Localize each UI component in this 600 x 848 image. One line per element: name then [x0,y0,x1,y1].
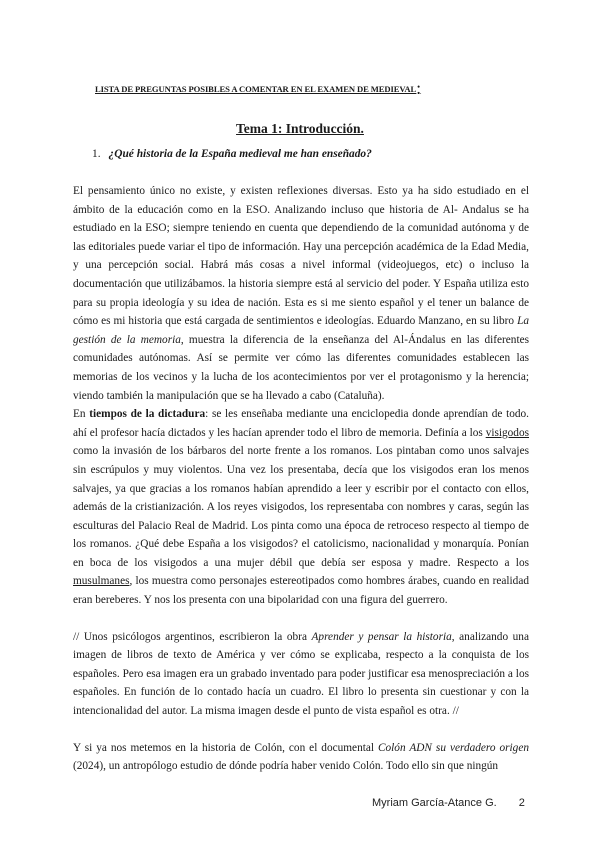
question-text: ¿Qué historia de la España medieval me han enseñado? [108,148,372,160]
paragraph-4: Y si ya nos metemos en la historia de Colón, con el documental Colón ADN su verdadero origen (2024), un antropólogo estudio de dónde podría haber venido Colón. Todo ello sin que ningún [73,741,529,773]
paragraph-2: En tiempos de la dictadura: se les enseñaba mediante una enciclopedia donde aprendían de todo. ahí el profesor hacía dictados y les hacían aprender todo el libro de memoria. Definía a los visigodos como la invasión de los bárbaros del norte frente a los romanos. Los pintaban como unos salvajes sin escrúpulos y muy violentos. Una vez los presentaba, decía que los visigodos eran los menos salvajes, ya que gracias a los romanos habían aprendido a leer y escribir por el contacto con ellos, además de la cristianización. A los reyes visigodos, los representaba con nombres y caras, según las esculturas del Palacio Real de Madrid. Los pinta como una época de retroceso respecto al tiempo de los romanos. ¿Qué debe España a los visigodos? el catolicismo, nacionalidad y monarquía. Ponían en boca de los visigodos a una mujer débil que debía ser esposa y madre. Respecto a los musulmanes, los muestra como personajes estereotipados como hombres árabes, cuando en realidad eran bereberes. Y nos los presenta con una bipolaridad con una figura del guerrero. [73,408,530,607]
underlined-term: visigodos [485,426,529,439]
book-title: Aprender y pensar la historia [311,630,452,643]
topic-heading: Tema 1: Introducción. [236,121,364,136]
body-text [73,182,529,776]
page-number: 2 [518,797,525,809]
title-colon: : [416,78,422,98]
underlined-term: musulmanes [73,575,130,588]
question-number: 1. [92,148,101,160]
document-title: LISTA DE PREGUNTAS POSIBLES A COMENTAR EN EL EXAMEN DE MEDIEVAL: [95,78,422,98]
bold-phrase: tiempos de la dictadura [89,408,206,421]
question-heading [92,148,372,160]
documentary-title: Colón ADN su verdadero origen [377,741,529,754]
page-footer [372,797,525,809]
paragraph-3: // Unos psicólogos argentinos, escribieron la obra Aprender y pensar la historia, analizando una imagen de libros de texto de América y ver cómo se explicaba, respecto a la conquista de los españoles. Pero esa imagen era un grabado inventado para poder justificar esa menospreciación a los españoles. En función de lo contado hacía un cuadro. El libro lo presenta sin cuestionar y con la intencionalidad del autor. La misma imagen desde el punto de vista español es otra. // [73,630,529,718]
paragraph-1: El pensamiento único no existe, y existen reflexiones diversas. Esto ya ha sido estudiado en el ámbito de la educación como en la ESO. Analizando incluso que historia de Al- Andalus se ha estudiado en la ESO; siempre teniendo en cuenta que dependiendo de la comunidad autónoma y de las editoriales puede variar el tipo de información. Hay una percepción académica de la Edad Media, y una percepción social. Habrá más cosas a nivel informal (videojuegos, etc) o incluso la documentación que utilizábamos. la historia siempre está al servicio del poder. Y España utiliza esto para su propia ideología y su idea de nación. Esta es si me siento español y el tener un balance de cómo es mi historia que está cargada de sentimientos e ideologías. Eduardo Manzano, en su libro La gestión de la memoria, muestra la diferencia de la enseñanza del Al-Ándalus en las diferentes comunidades autónomas. Así se permite ver cómo las diferentes comunidades establecen las memorias de los vecinos y la lucha de los acontecimientos por ver el protagonismo y la herencia; viendo también la manipulación que se ha llevado a cabo (Cataluña). [73,185,529,402]
footer-author: Myriam García-Atance G. [372,797,497,809]
book-title: La gestión de la memoria [73,315,529,346]
